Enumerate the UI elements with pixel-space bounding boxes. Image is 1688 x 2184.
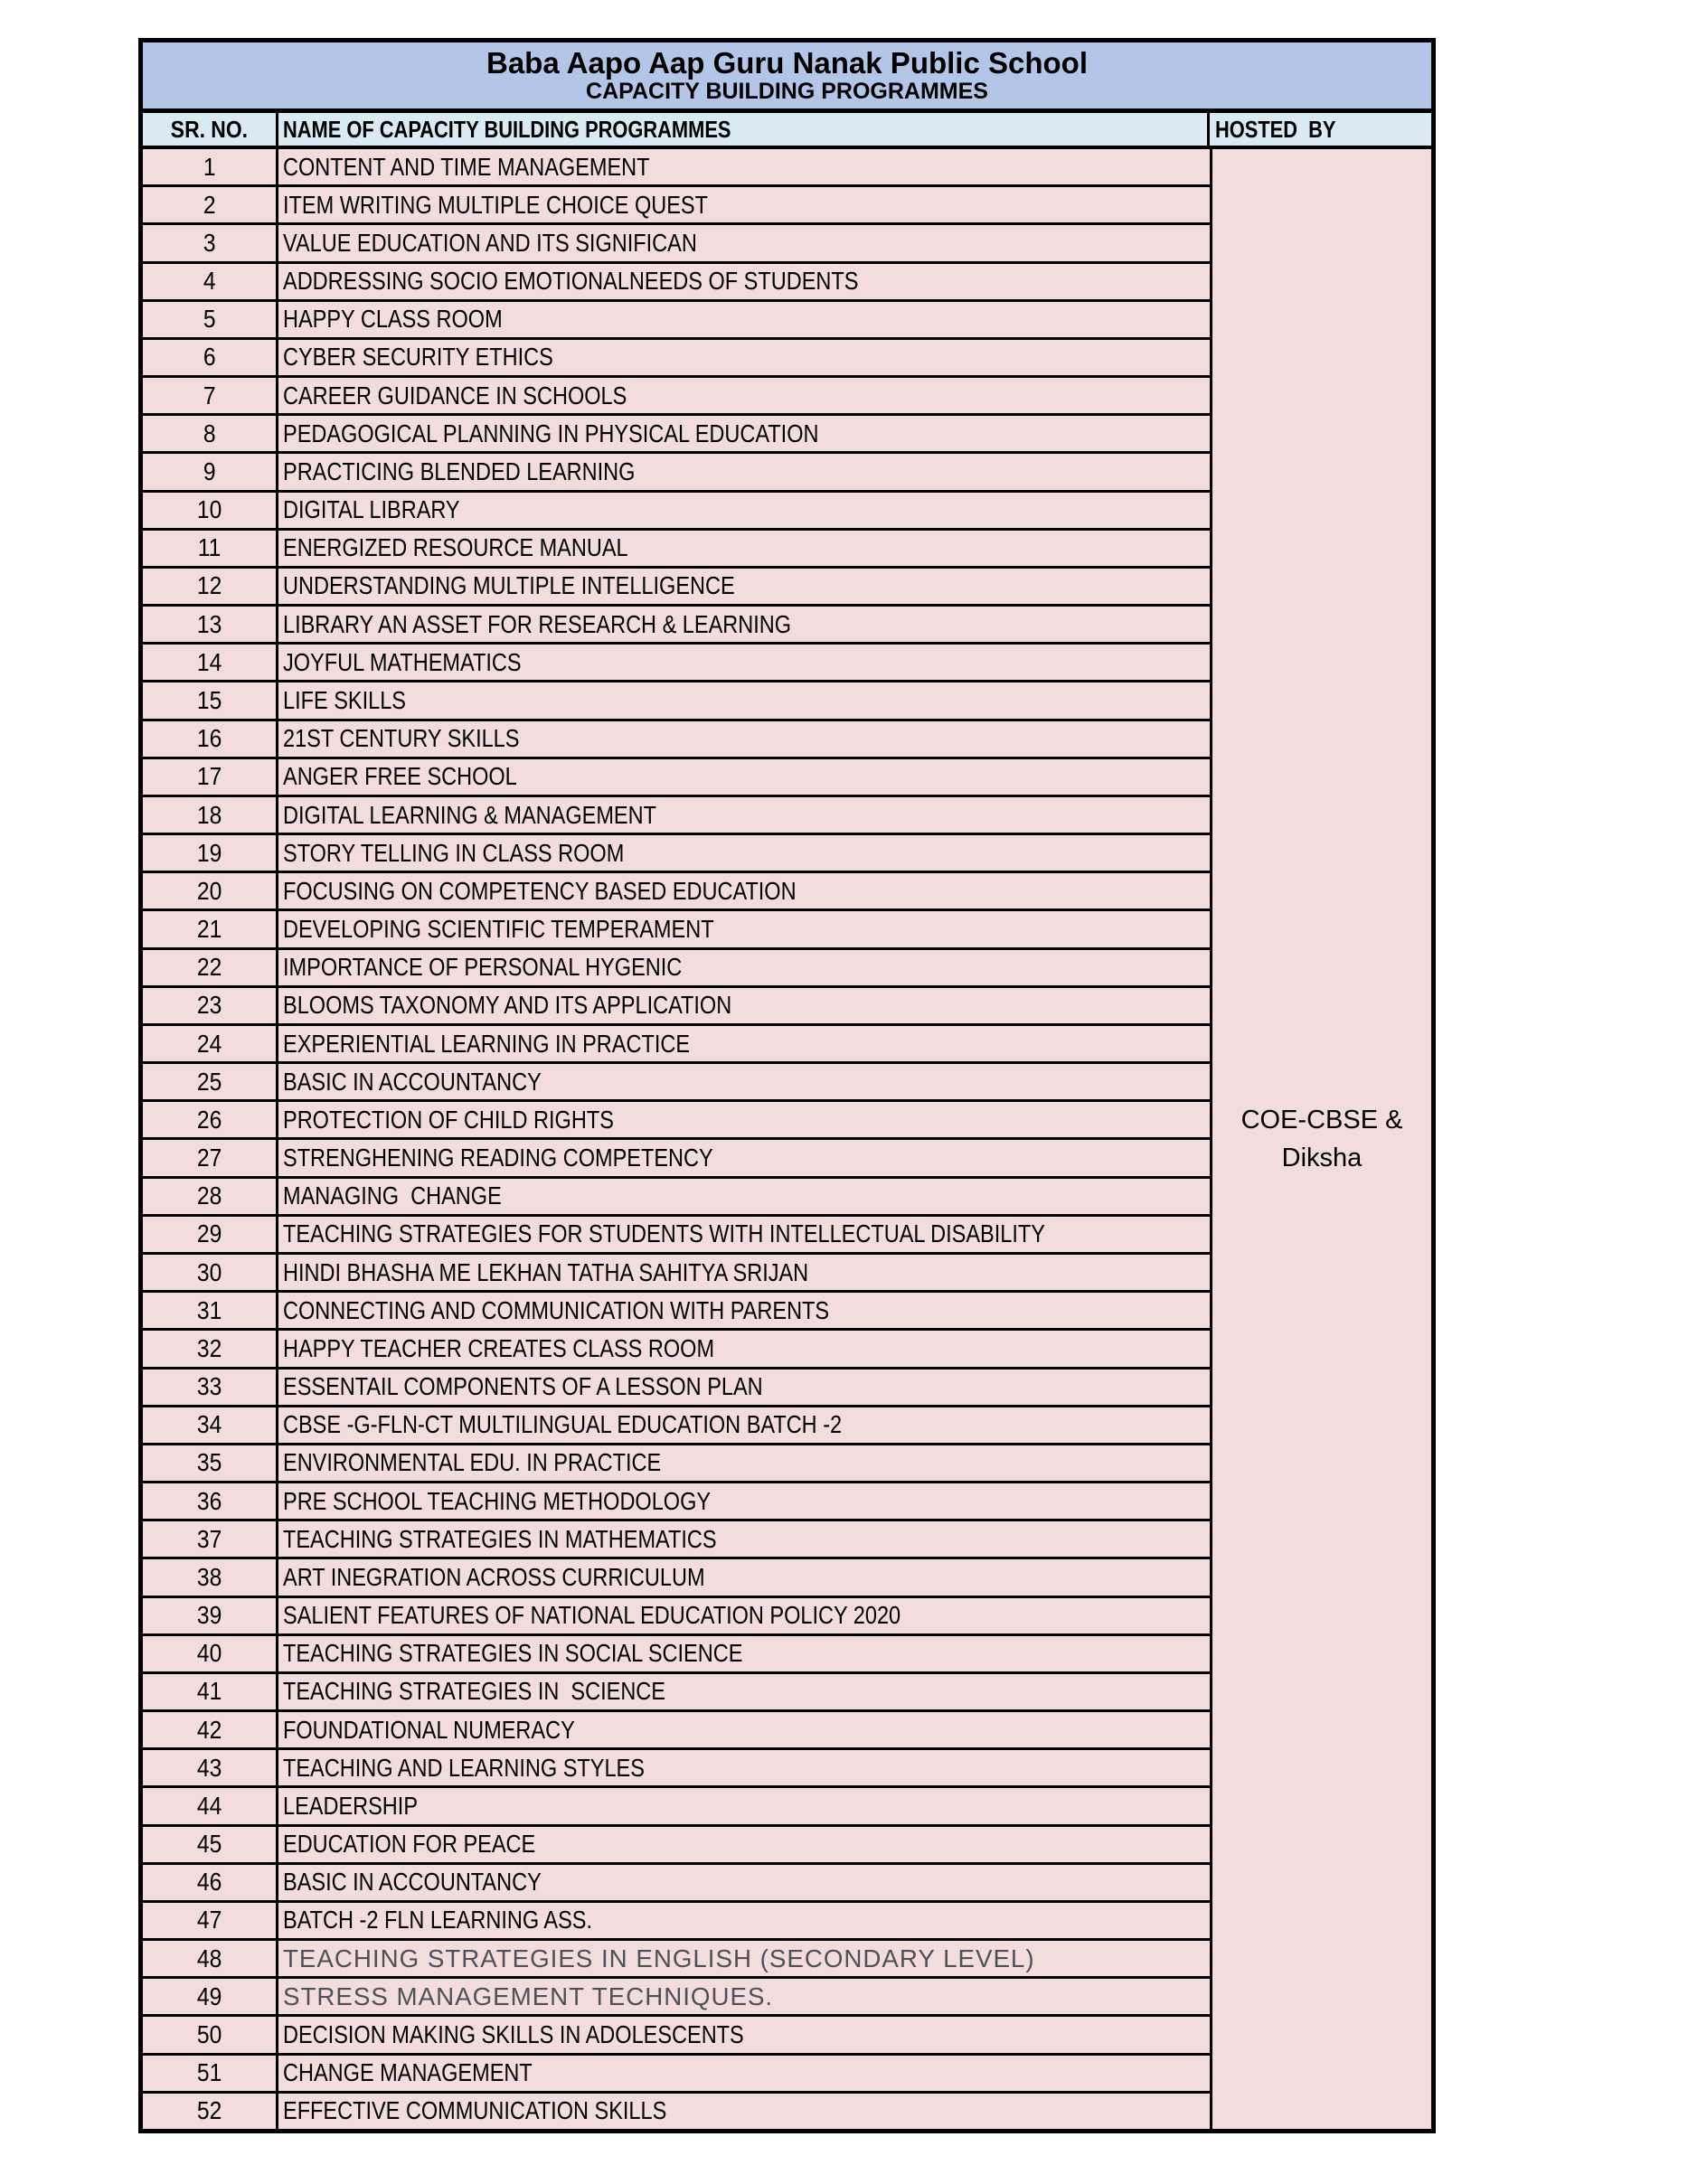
row-programme-name: IMPORTANCE OF PERSONAL HYGENIC (283, 953, 683, 982)
row-sr-number: 29 (143, 1217, 278, 1252)
row-sr-number: 11 (143, 531, 278, 566)
row-sr-number: 26 (143, 1102, 278, 1137)
row-programme-name: BLOOMS TAXONOMY AND ITS APPLICATION (283, 991, 732, 1020)
row-programme-name: TEACHING STRATEGIES IN SCIENCE (283, 1677, 665, 1706)
row-sr-number: 24 (143, 1026, 278, 1061)
row-programme-name: CAREER GUIDANCE IN SCHOOLS (283, 381, 627, 410)
row-sr-number: 31 (143, 1293, 278, 1328)
table-row (143, 2056, 1210, 2094)
row-programme-name: BASIC IN ACCOUNTANCY (283, 1067, 542, 1096)
table-row (143, 1293, 1210, 1331)
table-row (143, 1559, 1210, 1597)
table-row (143, 645, 1210, 682)
row-programme-name: PRACTICING BLENDED LEARNING (283, 457, 636, 485)
table-row (143, 911, 1210, 949)
row-sr-number: 10 (143, 493, 278, 528)
row-programme-name: ART INEGRATION ACROSS CURRICULUM (283, 1562, 705, 1591)
table-row (143, 1064, 1210, 1102)
row-programme-name: CONNECTING AND COMMUNICATION WITH PARENTS (283, 1295, 830, 1324)
row-sr-number: 12 (143, 569, 278, 604)
row-sr-number: 1 (143, 149, 278, 184)
row-sr-number: 51 (143, 2056, 278, 2091)
row-sr-number: 4 (143, 264, 278, 299)
table-row (143, 1750, 1210, 1788)
table-body (143, 149, 1431, 2129)
table-row (143, 1140, 1210, 1178)
row-sr-number: 27 (143, 1140, 278, 1175)
table-row (143, 1979, 1210, 2017)
row-programme-name: TEACHING AND LEARNING STYLES (283, 1753, 645, 1782)
row-sr-number: 33 (143, 1370, 278, 1405)
table-row (143, 1483, 1210, 1521)
row-programme-name: BATCH -2 FLN LEARNING ASS. (283, 1906, 592, 1935)
table-row (143, 2094, 1210, 2129)
table-row (143, 264, 1210, 302)
row-programme-name: ANGER FREE SCHOOL (283, 762, 517, 791)
table-row (143, 1827, 1210, 1865)
table-row (143, 1407, 1210, 1445)
row-sr-number: 14 (143, 645, 278, 680)
row-programme-name: ENERGIZED RESOURCE MANUAL (283, 533, 628, 562)
row-sr-number: 21 (143, 911, 278, 946)
row-programme-name: CONTENT AND TIME MANAGEMENT (283, 152, 650, 181)
hosted-by-line1: COE-CBSE & (1240, 1105, 1403, 1134)
row-programme-name: STRENGHENING READING COMPETENCY (283, 1144, 713, 1172)
table-row (143, 797, 1210, 835)
row-programme-name: DECISION MAKING SKILLS IN ADOLESCENTS (283, 2020, 744, 2048)
row-sr-number: 30 (143, 1255, 278, 1290)
table-row (143, 1102, 1210, 1140)
row-sr-number: 43 (143, 1750, 278, 1785)
table-row (143, 1903, 1210, 1941)
row-programme-name: PRE SCHOOL TEACHING METHODOLOGY (283, 1486, 712, 1515)
row-sr-number: 40 (143, 1636, 278, 1671)
table-row (143, 2017, 1210, 2055)
table-row (143, 950, 1210, 988)
row-programme-name: FOUNDATIONAL NUMERACY (283, 1715, 575, 1744)
row-sr-number: 46 (143, 1865, 278, 1900)
table-row (143, 1026, 1210, 1064)
row-sr-number: 37 (143, 1521, 278, 1557)
row-programme-name: SALIENT FEATURES OF NATIONAL EDUCATION POLICY 2020 (283, 1601, 901, 1630)
row-sr-number: 18 (143, 797, 278, 833)
row-sr-number: 16 (143, 721, 278, 757)
row-sr-number: 45 (143, 1827, 278, 1862)
row-sr-number: 22 (143, 950, 278, 985)
row-sr-number: 39 (143, 1598, 278, 1633)
row-programme-name: DEVELOPING SCIENTIFIC TEMPERAMENT (283, 915, 714, 944)
row-programme-name: HINDI BHASHA ME LEKHAN TATHA SAHITYA SRIJAN (283, 1257, 809, 1286)
row-programme-name: PROTECTION OF CHILD RIGHTS (283, 1105, 614, 1134)
table-row (143, 302, 1210, 340)
row-sr-number: 50 (143, 2017, 278, 2052)
row-sr-number: 35 (143, 1445, 278, 1481)
row-sr-number: 13 (143, 607, 278, 642)
capacity-building-sheet (138, 38, 1436, 2133)
table-row (143, 1445, 1210, 1483)
row-sr-number: 34 (143, 1407, 278, 1443)
table-row (143, 1674, 1210, 1712)
row-programme-name: STORY TELLING IN CLASS ROOM (283, 838, 625, 867)
table-row (143, 416, 1210, 454)
row-programme-name: CBSE -G-FLN-CT MULTILINGUAL EDUCATION BATCH -2 (283, 1410, 843, 1439)
table-row (143, 225, 1210, 263)
row-programme-name: BASIC IN ACCOUNTANCY (283, 1868, 542, 1897)
row-programme-name: 21ST CENTURY SKILLS (283, 724, 520, 753)
row-sr-number: 23 (143, 988, 278, 1023)
row-sr-number: 52 (143, 2094, 278, 2129)
row-programme-name: STRESS MANAGEMENT TECHNIQUES. (283, 1982, 774, 2010)
row-programme-name: ESSENTAIL COMPONENTS OF A LESSON PLAN (283, 1372, 763, 1401)
row-sr-number: 48 (143, 1941, 278, 1976)
column-header-programme-name (278, 113, 1210, 146)
table-row (143, 569, 1210, 607)
column-header-row (143, 113, 1431, 149)
table-row (143, 1712, 1210, 1750)
table-subtitle: CAPACITY BUILDING PROGRAMMES (586, 78, 988, 104)
table-row (143, 607, 1210, 645)
row-sr-number: 19 (143, 835, 278, 871)
row-sr-number: 47 (143, 1903, 278, 1938)
row-sr-number: 44 (143, 1788, 278, 1823)
row-sr-number: 2 (143, 187, 278, 222)
hosted-by-line2: Diksha (1281, 1143, 1363, 1172)
school-title: Baba Aapo Aap Guru Nanak Public School (486, 46, 1088, 80)
row-programme-name: ITEM WRITING MULTIPLE CHOICE QUEST (283, 190, 708, 219)
row-programme-name: TEACHING STRATEGIES FOR STUDENTS WITH INTELLECTUAL DISABILITY (283, 1219, 1045, 1248)
table-row (143, 988, 1210, 1026)
row-programme-name: TEACHING STRATEGIES IN SOCIAL SCIENCE (283, 1639, 743, 1668)
table-row (143, 340, 1210, 378)
table-row (143, 493, 1210, 531)
row-sr-number: 3 (143, 225, 278, 260)
table-row (143, 873, 1210, 911)
table-row (143, 1521, 1210, 1559)
row-sr-number: 7 (143, 378, 278, 413)
row-sr-number: 32 (143, 1331, 278, 1366)
table-row (143, 835, 1210, 873)
row-sr-number: 6 (143, 340, 278, 375)
row-sr-number: 9 (143, 454, 278, 489)
row-programme-name: VALUE EDUCATION AND ITS SIGNIFICAN (283, 228, 697, 257)
column-header-sr-no-label: SR. NO. (170, 115, 249, 143)
row-sr-number: 8 (143, 416, 278, 451)
row-programme-name: EDUCATION FOR PEACE (283, 1830, 536, 1859)
row-sr-number: 17 (143, 759, 278, 795)
row-programme-name: CYBER SECURITY ETHICS (283, 343, 553, 372)
row-programme-name: CHANGE MANAGEMENT (283, 2058, 533, 2087)
table-row (143, 1255, 1210, 1293)
table-row (143, 1217, 1210, 1255)
table-row (143, 1331, 1210, 1369)
row-sr-number: 28 (143, 1179, 278, 1214)
row-programme-name: ADDRESSING SOCIO EMOTIONALNEEDS OF STUDENTS (283, 267, 859, 296)
hosted-by-merged-cell (1210, 149, 1431, 2129)
row-programme-name: FOCUSING ON COMPETENCY BASED EDUCATION (283, 876, 797, 905)
row-programme-name: PEDAGOGICAL PLANNING IN PHYSICAL EDUCATION (283, 419, 819, 447)
column-header-sr-no (143, 113, 278, 146)
row-sr-number: 42 (143, 1712, 278, 1747)
table-row (143, 187, 1210, 225)
row-programme-name: LIBRARY AN ASSET FOR RESEARCH & LEARNING (283, 609, 792, 638)
row-programme-name: DIGITAL LEARNING & MANAGEMENT (283, 800, 656, 829)
row-sr-number: 5 (143, 302, 278, 337)
row-programme-name: MANAGING CHANGE (283, 1181, 502, 1210)
row-programme-name: TEACHING STRATEGIES IN MATHEMATICS (283, 1524, 717, 1553)
row-programme-name: LIFE SKILLS (283, 685, 406, 714)
table-row (143, 1941, 1210, 1979)
row-sr-number: 15 (143, 682, 278, 718)
table-body-rows (143, 149, 1210, 2129)
row-programme-name: EFFECTIVE COMMUNICATION SKILLS (283, 2096, 667, 2125)
table-row (143, 721, 1210, 759)
table-row (143, 1865, 1210, 1903)
row-sr-number: 38 (143, 1559, 278, 1595)
row-programme-name: HAPPY CLASS ROOM (283, 305, 503, 334)
table-title-block (143, 42, 1431, 113)
table-row (143, 1370, 1210, 1407)
row-programme-name: UNDERSTANDING MULTIPLE INTELLIGENCE (283, 571, 735, 600)
row-programme-name: ENVIRONMENTAL EDU. IN PRACTICE (283, 1448, 662, 1477)
table-row (143, 1598, 1210, 1636)
row-programme-name: DIGITAL LIBRARY (283, 495, 460, 524)
table-row (143, 378, 1210, 416)
table-row (143, 1788, 1210, 1826)
table-row (143, 1179, 1210, 1217)
capacity-building-table (138, 38, 1436, 2133)
row-sr-number: 36 (143, 1483, 278, 1519)
table-row (143, 531, 1210, 569)
table-row (143, 149, 1210, 187)
table-row (143, 682, 1210, 720)
row-programme-name: JOYFUL MATHEMATICS (283, 647, 522, 676)
row-sr-number: 25 (143, 1064, 278, 1099)
row-programme-name: TEACHING STRATEGIES IN ENGLISH (SECONDARY LEVEL) (283, 1944, 1035, 1972)
table-row (143, 759, 1210, 797)
table-row (143, 454, 1210, 492)
row-sr-number: 41 (143, 1674, 278, 1709)
row-sr-number: 49 (143, 1979, 278, 2014)
row-programme-name: EXPERIENTIAL LEARNING IN PRACTICE (283, 1029, 691, 1058)
column-header-hosted-by (1210, 113, 1431, 146)
row-programme-name: LEADERSHIP (283, 1791, 419, 1820)
row-programme-name: HAPPY TEACHER CREATES CLASS ROOM (283, 1333, 715, 1362)
column-header-programme-name-label: NAME OF CAPACITY BUILDING PROGRAMMES (283, 115, 731, 143)
table-row (143, 1636, 1210, 1674)
row-sr-number: 20 (143, 873, 278, 908)
column-header-hosted-by-label: HOSTED BY (1215, 115, 1336, 143)
